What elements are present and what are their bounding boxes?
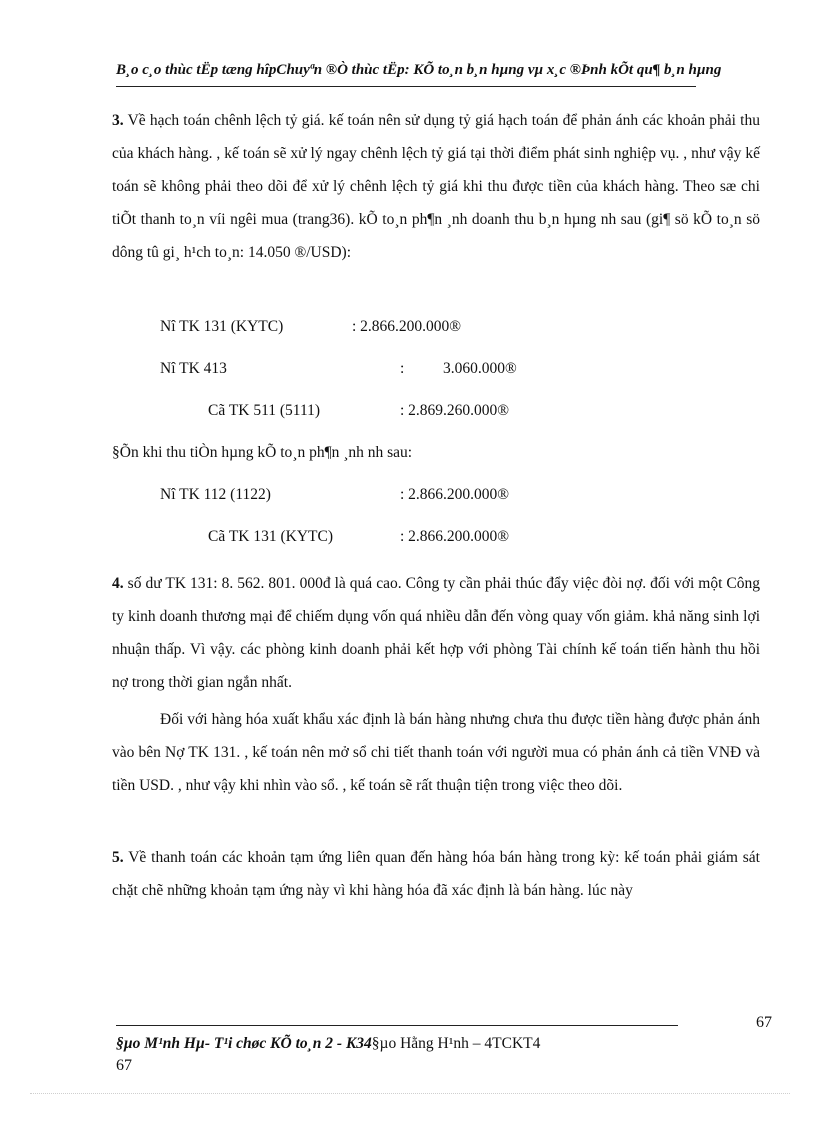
paragraph-section-3 — [112, 104, 760, 269]
entry-credit-511-amount: : 2.869.260.000® — [400, 402, 510, 419]
section-4-text: số dư TK 131: 8. 562. 801. 000đ là quá cao. Công ty cần phải thúc đẩy việc đòi nợ. đối với một Công ty kinh doanh thương mại để chiếm dụng vốn quá nhiều dẫn đến vòng quay vốn giảm. khả năng sinh lợi nhuận thấp. Vì vậy. các phòng kinh doanh phải kết hợp với phòng Tài chính kế toán tiến hành thu hồi nợ trong thời gian ngắn nhất. — [112, 575, 761, 691]
section-number-5: 5. — [112, 849, 124, 866]
entry-debit-131-label: Nî TK 131 (KYTC) — [160, 318, 284, 335]
section-5-text: Về thanh toán các khoản tạm ứng liên quan đến hàng hóa bán hàng trong kỳ: kế toán phải giám sát chặt chẽ những khoản tạm ứng này vì khi hàng hóa đã xác định là bán hàng. lúc này — [112, 849, 760, 899]
section-number-4: 4. — [112, 575, 124, 592]
entry-debit-413-label: Nî TK 413 — [160, 360, 227, 377]
paragraph-section-4 — [112, 567, 760, 699]
page-number-left: 67 — [116, 1057, 132, 1074]
paragraph-section-5 — [112, 841, 760, 907]
collection-intro: §Õn khi thu tiÒn hµng kÕ to¸n ph¶n ¸nh nh sau: — [112, 444, 413, 461]
paragraph-export-goods: Đối với hàng hóa xuất khẩu xác định là bán hàng nhưng chưa thu được tiền hàng được phản ánh vào bên Nợ TK 131. , kế toán nên mở sổ chi tiết thanh toán với người mua có phản ánh cả tiền VNĐ và tiền USD. , như vậy khi nhìn vào sổ. , kế toán sẽ rất thuận tiện trong việc theo dõi. — [112, 711, 760, 794]
section-3-text: Về hạch toán chênh lệch tỷ giá. kế toán nên sử dụng tỷ giá hạch toán để phản ánh các khoản phải thu của khách hàng. , kế toán sẽ xử lý ngay chênh lệch tỷ giá tại thời điểm phát sinh nghiệp vụ. , như vậy kế toán sẽ không phải theo dõi để xử lý chênh lệch tỷ giá khi thu được tiền của khách hàng. Theo sæ chi tiÕt thanh to¸n víi ngêi mua (trang36). kÕ to¸n ph¶n ¸nh doanh thu b¸n hµng nh sau (gi¶ sö kÕ to¸n sö dông tû gi¸ h¹ch to¸n: 14.050 ®/USD): — [112, 112, 760, 261]
footer-author-line — [116, 1035, 540, 1053]
running-header: B¸o c¸o thùc tËp tæng hîpChuyªn ®Ò thùc tËp: KÕ to¸n b¸n hµng vµ x¸c ®Þnh kÕt qu¶ b¸n hµng — [116, 62, 722, 78]
page-number-right: 67 — [756, 1014, 772, 1031]
footer-rule — [116, 1025, 678, 1026]
entry-debit-112-amount: : 2.866.200.000® — [400, 486, 510, 503]
entry-credit-131-amount: : 2.866.200.000® — [400, 528, 510, 545]
footer-author-rest: §µo Hằng H¹nh – 4TCKT4 — [371, 1035, 541, 1052]
entry-debit-131-amount: : 2.866.200.000® — [352, 318, 462, 335]
entry-credit-511-label: Cã TK 511 (5111) — [208, 402, 321, 419]
entry-debit-112-label: Nî TK 112 (1122) — [160, 486, 271, 503]
footer-author-italic: §µo M¹nh Hµ- T¹i chøc KÕ to¸n 2 - K34 — [116, 1035, 372, 1052]
page-edge-dotted-line — [30, 1093, 790, 1094]
entry-credit-131-label: Cã TK 131 (KYTC) — [208, 528, 333, 545]
section-number-3: 3. — [112, 112, 124, 129]
entry-debit-413-amount: : 3.060.000® — [400, 360, 517, 377]
header-rule — [116, 86, 696, 87]
